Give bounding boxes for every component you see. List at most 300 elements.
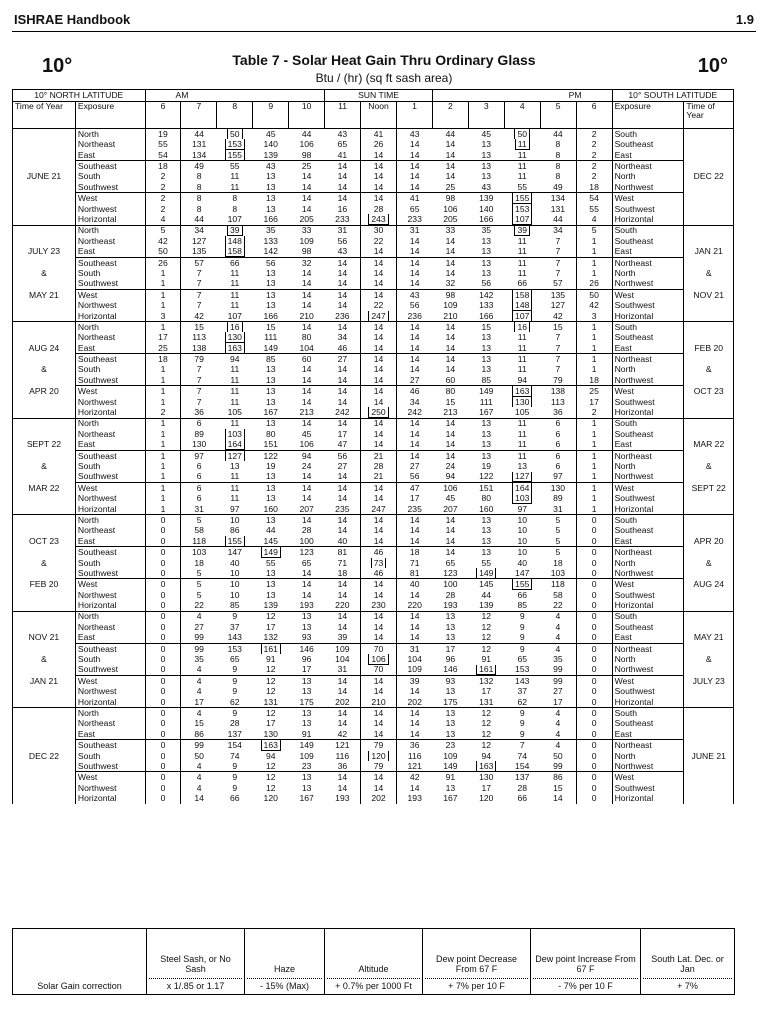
value-text: 160 (263, 503, 278, 514)
value-cell (576, 386, 612, 397)
value-cell (289, 472, 325, 483)
value-cell (576, 236, 612, 246)
south-exposure-cell: Northeast (612, 450, 684, 461)
value-text: 31 (553, 503, 563, 514)
value-text: 74 (230, 750, 240, 761)
value-text: 12 (481, 728, 492, 739)
value-cell (396, 343, 432, 354)
table-row (13, 450, 734, 461)
value-text: 107 (512, 214, 532, 225)
value-cell (396, 268, 432, 278)
value-cell (217, 236, 253, 246)
value-cell (468, 450, 504, 461)
value-text: 96 (445, 654, 456, 665)
value-cell (396, 558, 432, 568)
value-cell (217, 665, 253, 676)
value-cell (253, 568, 289, 579)
table-row (13, 150, 734, 161)
value-cell (361, 214, 397, 225)
value-cell (396, 783, 432, 793)
value-text: 46 (337, 342, 348, 353)
value-text: 14 (445, 354, 456, 365)
value-cell (396, 375, 432, 386)
value-cell (540, 558, 576, 568)
value-text: 0 (160, 611, 166, 622)
value-cell (504, 718, 540, 728)
value-cell (289, 568, 325, 579)
value-text: 14 (337, 493, 348, 504)
value-cell (540, 139, 576, 149)
value-text: 13 (301, 621, 312, 632)
value-text: 8 (555, 161, 561, 172)
value-text: 13 (265, 579, 276, 590)
value-text: 1 (591, 342, 597, 353)
value-cell (540, 429, 576, 439)
value-cell (217, 204, 253, 214)
value-text: 233 (335, 214, 350, 225)
value-text: 18 (158, 161, 168, 172)
value-text: 135 (191, 246, 207, 257)
value-cell (253, 172, 289, 182)
value-cell (468, 718, 504, 728)
value-cell (468, 375, 504, 386)
table-row (13, 182, 734, 193)
value-cell (468, 418, 504, 429)
value-cell (361, 278, 397, 289)
value-text: 6 (555, 428, 561, 439)
value-cell (468, 322, 504, 333)
value-text: 134 (191, 149, 207, 160)
value-cell (145, 536, 181, 547)
value-cell (217, 708, 253, 719)
value-text: 17 (158, 332, 168, 343)
value-cell (325, 515, 361, 526)
value-cell (181, 654, 217, 664)
value-cell (145, 429, 181, 439)
value-text: 8 (196, 171, 202, 182)
south-exposure-cell: East (612, 632, 684, 643)
value-text: 43 (265, 161, 276, 172)
value-text: 70 (373, 643, 384, 654)
value-cell (576, 536, 612, 547)
value-text: 166 (479, 310, 494, 321)
value-cell (432, 665, 468, 676)
value-cell (361, 579, 397, 590)
value-cell (468, 129, 504, 140)
value-text: 50 (227, 129, 243, 140)
value-text: 97 (194, 450, 204, 461)
value-text: 0 (160, 793, 166, 804)
value-cell (253, 182, 289, 193)
value-cell (217, 600, 253, 611)
value-cell (289, 708, 325, 719)
value-cell (253, 590, 289, 600)
value-text: 11 (517, 268, 527, 278)
value-cell (396, 515, 432, 526)
value-cell (432, 278, 468, 289)
value-cell (325, 493, 361, 503)
value-cell (504, 407, 540, 418)
south-exposure-cell: South (612, 129, 684, 140)
value-cell (181, 439, 217, 450)
value-text: 0 (591, 675, 597, 686)
value-cell (181, 579, 217, 590)
south-exposure-cell: Horizontal (612, 697, 684, 708)
value-cell (325, 418, 361, 429)
value-cell (145, 783, 181, 793)
value-cell (504, 268, 540, 278)
value-text: 91 (445, 772, 456, 783)
value-text: 0 (160, 707, 166, 718)
value-text: 0 (591, 643, 597, 654)
value-cell (289, 343, 325, 354)
value-cell (181, 751, 217, 761)
value-cell (181, 278, 217, 289)
value-text: 2 (591, 139, 597, 150)
value-text: 18 (158, 354, 168, 365)
value-text: 7 (196, 374, 202, 385)
value-cell (576, 161, 612, 172)
south-period-label: JULY 23 (692, 675, 725, 686)
value-cell (576, 439, 612, 450)
value-text: 5 (555, 535, 561, 546)
value-cell (540, 236, 576, 246)
value-cell (289, 504, 325, 515)
value-text: 1 (591, 364, 597, 375)
exposure-cell: South (75, 751, 145, 761)
value-cell (468, 150, 504, 161)
south-exposure-cell: Northwest (612, 761, 684, 772)
value-text: 94 (481, 750, 492, 761)
value-cell (181, 257, 217, 268)
value-cell (432, 718, 468, 728)
value-text: 13 (265, 374, 276, 385)
value-cell (325, 278, 361, 289)
value-text: 7 (196, 268, 202, 278)
value-text: 116 (335, 750, 350, 761)
value-cell (396, 322, 432, 333)
value-text: 13 (265, 289, 276, 300)
value-text: 107 (512, 311, 532, 322)
value-text: 97 (553, 471, 563, 482)
value-cell (289, 418, 325, 429)
value-cell (468, 600, 504, 611)
value-cell (468, 515, 504, 526)
value-text: 0 (160, 696, 166, 707)
value-cell (361, 129, 397, 140)
value-text: 163 (261, 740, 281, 751)
value-text: 14 (301, 568, 312, 578)
value-text: 193 (407, 793, 422, 804)
value-cell (540, 708, 576, 719)
value-cell (576, 675, 612, 686)
value-text: 5 (196, 514, 202, 525)
value-cell (325, 257, 361, 268)
value-cell (253, 461, 289, 471)
value-text: 13 (445, 686, 456, 697)
value-text: 6 (196, 471, 202, 482)
value-text: 14 (445, 547, 456, 558)
value-cell (361, 482, 397, 493)
value-text: 14 (445, 514, 456, 525)
value-text: 45 (265, 128, 276, 139)
value-cell (217, 783, 253, 793)
value-cell (217, 472, 253, 483)
value-text: 14 (337, 686, 348, 697)
value-text: 140 (479, 203, 494, 214)
table-row (13, 761, 734, 772)
value-text: 71 (337, 557, 348, 568)
value-text: 22 (553, 600, 563, 611)
value-cell (145, 675, 181, 686)
north-period-cell (13, 708, 76, 804)
value-cell (432, 740, 468, 751)
value-text: 127 (191, 235, 207, 246)
value-cell (540, 643, 576, 654)
value-cell (361, 236, 397, 246)
value-cell (325, 622, 361, 632)
value-text: 13 (481, 235, 492, 246)
value-text: 137 (515, 772, 530, 783)
value-cell (396, 386, 432, 397)
value-cell (576, 397, 612, 407)
value-text: 4 (555, 707, 561, 718)
value-cell (361, 654, 397, 664)
value-text: 1 (591, 450, 597, 461)
value-cell (504, 665, 540, 676)
correction-multiplier: - 7% per 10 F (533, 978, 638, 991)
value-text: 123 (443, 568, 458, 578)
value-cell (217, 418, 253, 429)
value-cell (217, 579, 253, 590)
value-text: 130 (225, 332, 245, 342)
value-cell (181, 729, 217, 740)
value-text: 35 (481, 225, 492, 236)
value-text: 36 (409, 740, 420, 751)
value-text: 166 (263, 310, 278, 321)
value-text: 28 (230, 718, 240, 729)
value-text: 65 (337, 139, 348, 150)
value-text: 14 (301, 181, 312, 192)
value-text: 32 (445, 278, 456, 289)
value-text: 14 (373, 482, 384, 493)
value-text: 14 (373, 193, 384, 204)
value-text: 131 (550, 203, 566, 214)
south-period-cell (684, 129, 734, 226)
value-text: 14 (409, 728, 420, 739)
table-row (13, 697, 734, 708)
south-period-label: & (705, 654, 712, 665)
south-exposure-cell: Southwest (612, 590, 684, 600)
value-cell (432, 729, 468, 740)
value-cell (504, 322, 540, 333)
value-text: 46 (373, 568, 384, 578)
north-period-label: & (41, 557, 47, 568)
north-period-cell (13, 515, 76, 612)
table-row (13, 407, 734, 418)
value-text: 9 (519, 718, 525, 729)
value-cell (504, 311, 540, 322)
value-cell (361, 365, 397, 375)
value-text: 62 (230, 696, 240, 707)
value-cell (217, 365, 253, 375)
south-exposure-cell: East (612, 343, 684, 354)
exposure-cell: West (75, 675, 145, 686)
value-cell (540, 278, 576, 289)
value-text: 158 (512, 289, 532, 300)
value-cell (432, 793, 468, 803)
value-cell (253, 204, 289, 214)
value-cell (432, 354, 468, 365)
value-text: 14 (337, 718, 348, 729)
value-text: 0 (160, 514, 166, 525)
value-cell (217, 547, 253, 558)
value-cell (361, 632, 397, 643)
value-cell (145, 793, 181, 803)
hour-header: 9 (253, 102, 289, 129)
value-cell (289, 525, 325, 535)
value-cell (289, 214, 325, 225)
value-text: 39 (409, 675, 420, 686)
value-cell (145, 697, 181, 708)
value-cell (181, 793, 217, 803)
exposure-cell: North (75, 611, 145, 622)
value-text: 27 (553, 686, 563, 697)
value-cell (432, 332, 468, 342)
value-cell (432, 547, 468, 558)
value-cell (576, 172, 612, 182)
value-text: 55 (517, 181, 527, 192)
value-cell (468, 343, 504, 354)
exposure-cell: Southwest (75, 278, 145, 289)
value-cell (361, 568, 397, 579)
value-text: 89 (194, 428, 204, 439)
value-text: 80 (481, 493, 492, 504)
table-row (13, 129, 734, 140)
value-text: 66 (517, 793, 527, 804)
value-cell (396, 129, 432, 140)
value-cell (361, 547, 397, 558)
north-period-label: JUNE 21 (26, 171, 62, 182)
value-cell (181, 568, 217, 579)
value-cell (432, 214, 468, 225)
value-text: 13 (301, 675, 312, 686)
value-text: 14 (301, 418, 312, 429)
value-cell (325, 611, 361, 622)
value-cell (540, 600, 576, 611)
value-cell (361, 204, 397, 214)
value-cell (253, 793, 289, 803)
value-cell (504, 697, 540, 708)
value-cell (468, 161, 504, 172)
value-text: 14 (373, 342, 384, 353)
south-period-label: & (705, 557, 712, 568)
value-text: 28 (373, 203, 384, 214)
south-period-label: DEC 22 (693, 171, 724, 182)
table-row (13, 461, 734, 471)
value-cell (289, 751, 325, 761)
value-cell (325, 751, 361, 761)
table-row (13, 536, 734, 547)
south-exposure-cell: North (612, 172, 684, 182)
north-latitude-header: 10° NORTH LATITUDE (13, 90, 146, 102)
value-cell (289, 193, 325, 204)
value-cell (253, 129, 289, 140)
value-cell (504, 214, 540, 225)
value-cell (253, 139, 289, 149)
value-text: 7 (196, 300, 202, 311)
latitude-label-right: 10° (697, 55, 728, 77)
value-cell (325, 740, 361, 751)
value-cell (145, 139, 181, 149)
value-text: 1 (591, 439, 597, 450)
value-text: 147 (515, 568, 530, 578)
value-cell (432, 268, 468, 278)
value-cell (468, 525, 504, 535)
hour-header: 7 (181, 102, 217, 129)
value-cell (432, 150, 468, 161)
value-cell (253, 708, 289, 719)
value-text: 4 (555, 740, 561, 751)
value-text: 14 (373, 278, 384, 289)
value-text: 1 (591, 428, 597, 439)
table-row (13, 751, 734, 761)
value-cell (504, 482, 540, 493)
value-cell (181, 708, 217, 719)
value-text: 13 (265, 493, 276, 504)
value-cell (145, 568, 181, 579)
value-cell (145, 246, 181, 257)
exposure-cell: West (75, 772, 145, 783)
value-text: 14 (409, 621, 420, 632)
value-text: 50 (158, 246, 168, 257)
value-text: 44 (553, 128, 563, 139)
value-cell (325, 289, 361, 300)
value-text: 202 (407, 696, 422, 707)
value-cell (504, 172, 540, 182)
value-text: 14 (373, 611, 384, 622)
value-text: 14 (445, 332, 456, 343)
value-text: 0 (160, 535, 166, 546)
value-text: 0 (160, 675, 166, 686)
value-cell (253, 632, 289, 643)
value-text: 14 (445, 450, 456, 461)
value-text: 12 (481, 632, 492, 643)
value-cell (396, 461, 432, 471)
value-text: 13 (481, 428, 492, 439)
value-text: 43 (409, 289, 420, 300)
value-cell (504, 515, 540, 526)
value-text: 10 (517, 535, 527, 546)
value-cell (504, 761, 540, 772)
value-cell (325, 322, 361, 333)
value-text: 80 (265, 428, 276, 439)
value-text: 9 (519, 621, 525, 632)
value-text: 31 (194, 503, 204, 514)
value-text: 14 (337, 782, 348, 793)
value-cell (540, 172, 576, 182)
value-cell (540, 472, 576, 483)
value-text: 18 (589, 181, 599, 192)
value-text: 74 (517, 750, 527, 761)
value-text: 66 (517, 589, 527, 600)
value-cell (432, 525, 468, 535)
value-text: 10 (230, 589, 240, 600)
value-text: 155 (512, 579, 532, 590)
value-cell (253, 407, 289, 418)
value-text: 65 (517, 654, 527, 665)
value-cell (576, 772, 612, 783)
